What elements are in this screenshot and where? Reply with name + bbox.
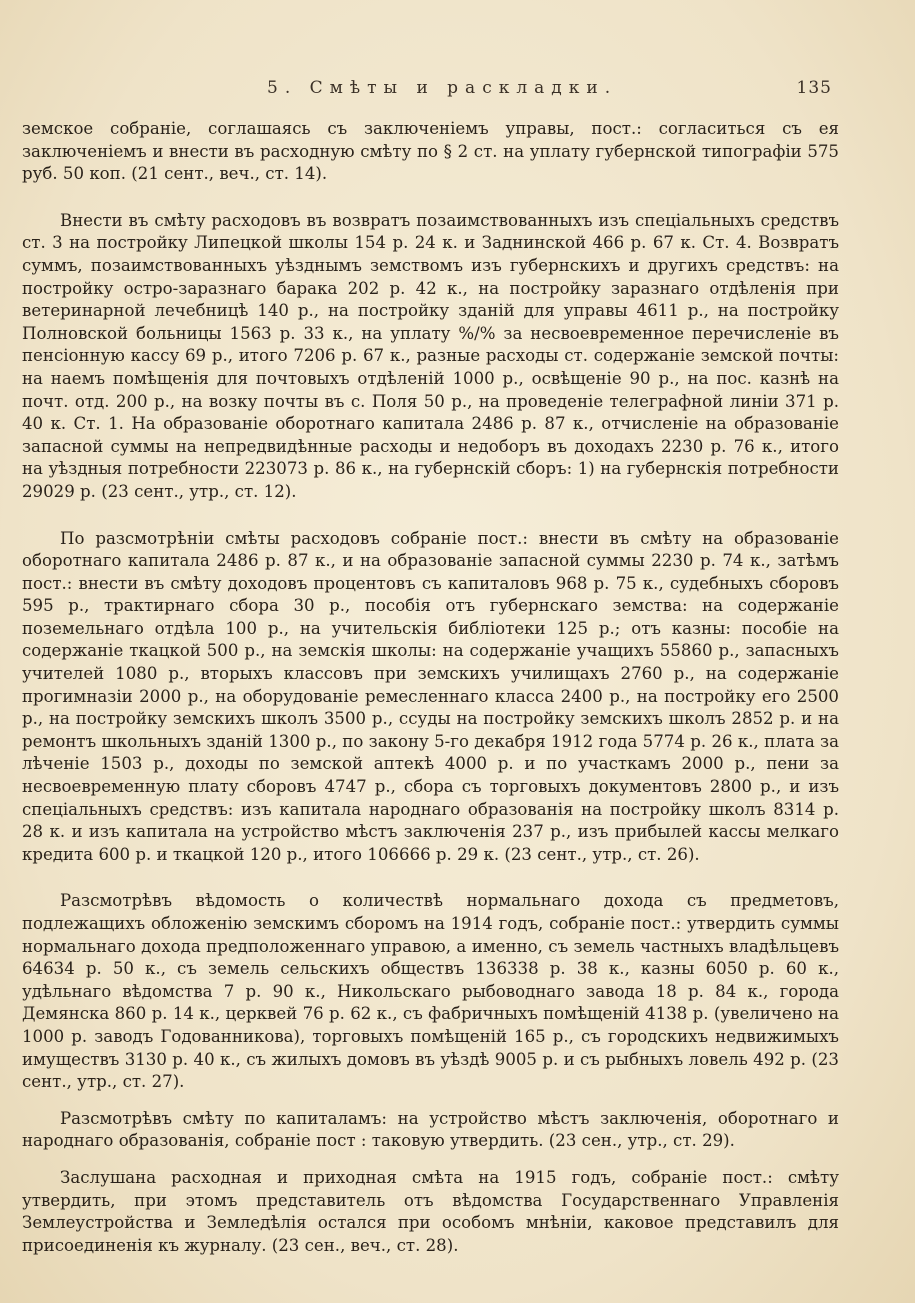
paragraph: земское собраніе, соглашаясь съ заключеніемъ управы, пост.: согласиться съ ея заключеніемъ и внести въ расходную смѣту по § 2 ст. на уплату губернской типографіи 575 руб. 50 коп. (21 сент., веч., ст. 14). (22, 119, 839, 184)
text-body (22, 118, 839, 1257)
paragraph: Разсмотрѣвъ смѣту по капиталамъ: на устройство мѣстъ заключенія, оборотнаго и народнаго образованія, собраніе пост : таковую утвердить. (23 сен., утр., ст. 29). (22, 1108, 839, 1151)
paragraph: Разсмотрѣвъ вѣдомость о количествѣ нормальнаго дохода съ предметовъ, подлежащихъ обложенію земскимъ сборомъ на 1914 годъ, собраніе пост.: утвердить суммы нормальнаго дохода предположеннаго управою, а именно, съ земель частныхъ владѣльцевъ 64634 р. 50 к., съ земель сельскихъ обществъ 136338 р. 38 к., казны 6050 р. 60 к., удѣльнаго вѣдомства 7 р. 90 к., Никольскаго рыбоводнаго завода 18 р. 84 к., города Демянска 860 р. 14 к., церквей 76 р. 62 к., съ фабричныхъ помѣщеній 4138 р. (увеличено на 1000 р. заводъ Годованникова), торговыхъ помѣщеній 165 р., съ городскихъ недвижимыхъ имуществъ 3130 р. 40 к., съ жилыхъ домовъ въ уѣздѣ 9005 р. и съ рыбныхъ ловель 492 р. (23 сент., утр., ст. 27). (22, 891, 839, 1092)
paragraph: Внести въ смѣту расходовъ въ возвратъ позаимствованныхъ изъ спеціальныхъ средствъ ст. 3 на постройку Липецкой школы 154 р. 24 к. и Заднинской 466 р. 67 к. Ст. 4. Возвратъ суммъ, позаимствованныхъ уѣзднымъ земствомъ изъ губернскихъ и другихъ средствъ: на постройку остро-заразнаго барака 202 р. 42 к., на постройку заразнаго отдѣленія при ветеринарной лечебницѣ 140 р., на постройку зданій для управы 4611 р., на постройку Полновской больницы 1563 р. 33 к., на уплату %/% за несвоевременное перечисленіе въ пенсіонную кассу 69 р., итого 7206 р. 67 к., разные расходы ст. содержаніе земской почты: на наемъ помѣщенія для почтовыхъ отдѣленій 1000 р., освѣщеніе 90 р., на пос. казнѣ на почт. отд. 200 р., на возку почты въ с. Поля 50 р., на проведеніе телеграфной линіи 371 р. 40 к. Ст. 1. На образованіе оборотнаго капитала 2486 р. 87 к., отчисленіе на образованіе запасной суммы на непредвидѣнные расходы и недоборъ въ доходахъ 2230 р. 76 к., итого на уѣздныя потребности 223073 р. 86 к., на губернскій сборъ: 1) на губернскія потребности 29029 р. (23 сент., утр., ст. 12). (22, 210, 839, 501)
section-title: 5. Смѣты и раскладки. (267, 78, 618, 98)
page-number: 135 (796, 78, 832, 98)
paragraph: По разсмотрѣніи смѣты расходовъ собраніе пост.: внести въ смѣту на образованіе оборотнаго капитала 2486 р. 87 к., и на образованіе запасной суммы 2230 р. 74 к., затѣмъ пост.: внести въ смѣту доходовъ процентовъ съ капиталовъ 968 р. 75 к., судебныхъ сборовъ 595 р., трактирнаго сбора 30 р., пособія отъ губернскаго земства: на содержаніе поземельнаго отдѣла 100 р., на учительскія библіотеки 125 р.; отъ казны: пособіе на содержаніе ткацкой 500 р., на земскія школы: на содержаніе учащихъ 55860 р., запасныхъ учителей 1080 р., вторыхъ классовъ при земскихъ училищахъ 2760 р., на содержаніе прогимназіи 2000 р., на оборудованіе ремесленнаго класса 2400 р., на постройку его 2500 р., на постройку земскихъ школъ 3500 р., ссуды на постройку земскихъ школъ 2852 р. и на ремонтъ школьныхъ зданій 1300 р., по закону 5-го декабря 1912 года 5774 р. 26 к., плата за лѣченіе 1503 р., доходы по земской аптекѣ 4000 р. и по участкамъ 2000 р., пени за несвоевременную плату сборовъ 4747 р., сбора съ торговыхъ документовъ 2800 р., и изъ спеціальныхъ средствъ: изъ капитала народнаго образованія на постройку школъ 8314 р. 28 к. и изъ капитала на устройство мѣстъ заключенія 237 р., изъ прибылей кассы мелкаго кредита 600 р. и ткацкой 120 р., итого 106666 р. 29 к. (23 сент., утр., ст. 26). (22, 528, 839, 864)
paragraph: Заслушана расходная и приходная смѣта на 1915 годъ, собраніе пост.: смѣту утвердить, при этомъ представитель отъ вѣдомства Государственнаго Управленія Землеустройства и Земледѣлія остался при особомъ мнѣніи, каковое представилъ для присоединенія къ журналу. (23 сен., веч., ст. 28). (22, 1167, 839, 1255)
